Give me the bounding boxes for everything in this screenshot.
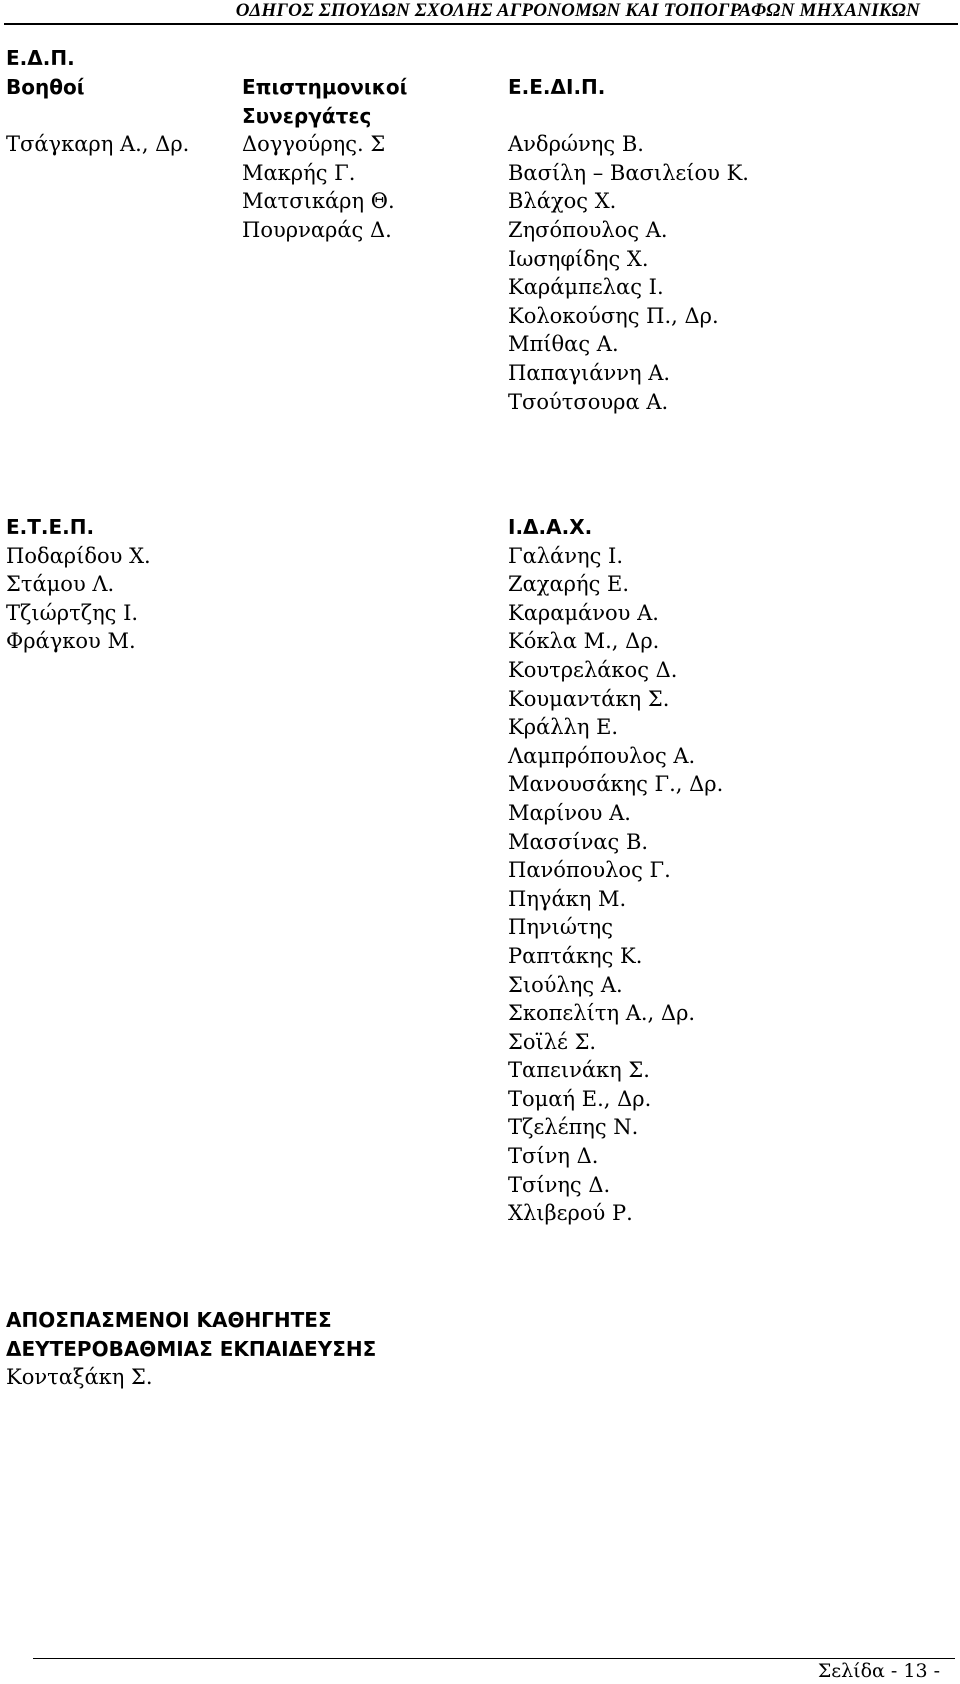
- idax-name: Τσίνης Δ.: [508, 1172, 611, 1197]
- edip-name: Ιωσηφίδης Χ.: [508, 246, 649, 271]
- etep-name: Τζιώρτζης Ι.: [6, 600, 139, 625]
- idax-column: [508, 513, 723, 1228]
- edip-name: Κολοκούσης Π., Δρ.: [508, 303, 719, 328]
- footer-divider: [33, 1658, 955, 1659]
- idax-name: Λαμπρόπουλος Α.: [508, 743, 696, 768]
- seconded-heading-line1: ΑΠΟΣΠΑΣΜΕΝΟΙ ΚΑΘΗΓΗΤΕΣ: [6, 1308, 332, 1332]
- idax-name: Καραμάνου Α.: [508, 600, 659, 625]
- seconded-heading-line2: ΔΕΥΤΕΡΟΒΑΘΜΙΑΣ ΕΚΠΑΙΔΕΥΣΗΣ: [6, 1336, 377, 1361]
- collaborators-heading-line2: Συνεργάτες: [242, 103, 372, 128]
- idax-name: Μαρίνου Α.: [508, 800, 631, 825]
- idax-name: Σκοπελίτη Α., Δρ.: [508, 1001, 696, 1026]
- idax-name: Γαλάνης Ι.: [508, 543, 623, 568]
- edip-name: Παπαγιάννη Α.: [508, 360, 671, 385]
- idax-name: Μανουσάκης Γ., Δρ.: [508, 772, 724, 797]
- idax-name: Πανόπουλος Γ.: [508, 858, 671, 883]
- etep-column: [6, 513, 151, 656]
- etep-name: Στάμου Λ.: [6, 572, 115, 597]
- edip-heading: Ε.Ε.ΔΙ.Π.: [508, 75, 606, 99]
- idax-name: Ταπεινάκη Σ.: [508, 1058, 650, 1083]
- etep-name: Φράγκου Μ.: [6, 629, 136, 654]
- idax-name: Μασσίνας Β.: [508, 829, 649, 854]
- collaborator-name: Ματσικάρη Θ.: [242, 189, 395, 214]
- collaborator-name: Μακρής Γ.: [242, 160, 356, 185]
- idax-name: Κουμαντάκη Σ.: [508, 686, 670, 711]
- idax-name: Τομαή Ε., Δρ.: [508, 1086, 652, 1111]
- edip-name: Βασίλη – Βασιλείου Κ.: [508, 160, 749, 185]
- edip-name: Ανδρώνης Β.: [508, 132, 644, 157]
- etep-name: Ποδαρίδου Χ.: [6, 543, 151, 568]
- idax-name: Κουτρελάκος Δ.: [508, 657, 678, 682]
- idax-name: Ραπτάκης Κ.: [508, 943, 643, 968]
- edip-name: Τσούτσουρα Α.: [508, 389, 669, 414]
- idax-name: Ζαχαρής Ε.: [508, 572, 630, 597]
- idax-name: Τσίνη Δ.: [508, 1144, 599, 1169]
- idax-heading: Ι.Δ.Α.Χ.: [508, 515, 593, 539]
- assistants-column: [6, 46, 190, 159]
- assistant-name: Τσάγκαρη Α., Δρ.: [6, 132, 190, 157]
- edip-name: Ζησόπουλος Α.: [508, 217, 668, 242]
- idax-name: Κόκλα Μ., Δρ.: [508, 629, 660, 654]
- etep-heading: Ε.Τ.Ε.Π.: [6, 515, 95, 539]
- header-divider: [4, 23, 958, 25]
- edip-column: [508, 73, 749, 416]
- seconded-name: Κονταξάκη Σ.: [6, 1365, 153, 1390]
- spacer: [508, 102, 749, 131]
- spacer: [6, 102, 189, 131]
- document-header-title: ΟΔΗΓΟΣ ΣΠΟΥΔΩΝ ΣΧΟΛΗΣ ΑΓΡΟΝΟΜΩΝ ΚΑΙ ΤΟΠΟΓΡΑΦΩΝ ΜΗΧΑΝΙΚΩΝ: [235, 0, 920, 21]
- collaborators-column: [242, 73, 407, 245]
- page-number: Σελίδα - 13 -: [817, 1660, 940, 1682]
- edp-section-label: Ε.Δ.Π.: [6, 46, 75, 70]
- edip-name: Βλάχος Χ.: [508, 189, 617, 214]
- idax-name: Κράλλη Ε.: [508, 715, 619, 740]
- idax-name: Πηνιώτης: [508, 915, 613, 940]
- idax-name: Πηγάκη Μ.: [508, 886, 627, 911]
- collaborator-name: Δογγούρης. Σ: [242, 132, 386, 157]
- idax-name: Χλιβερού Ρ.: [508, 1201, 633, 1226]
- collaborator-name: Πουρναράς Δ.: [242, 217, 392, 242]
- idax-name: Τζελέπης Ν.: [508, 1115, 639, 1140]
- seconded-teachers-section: [6, 1306, 376, 1392]
- edip-name: Καράμπελας Ι.: [508, 275, 664, 300]
- collaborators-heading-line1: Επιστημονικοί: [242, 75, 408, 99]
- assistants-heading: Βοηθοί: [6, 75, 85, 99]
- edip-name: Μπίθας Α.: [508, 332, 619, 357]
- idax-name: Σοϊλέ Σ.: [508, 1029, 597, 1054]
- idax-name: Σιούλης Α.: [508, 972, 623, 997]
